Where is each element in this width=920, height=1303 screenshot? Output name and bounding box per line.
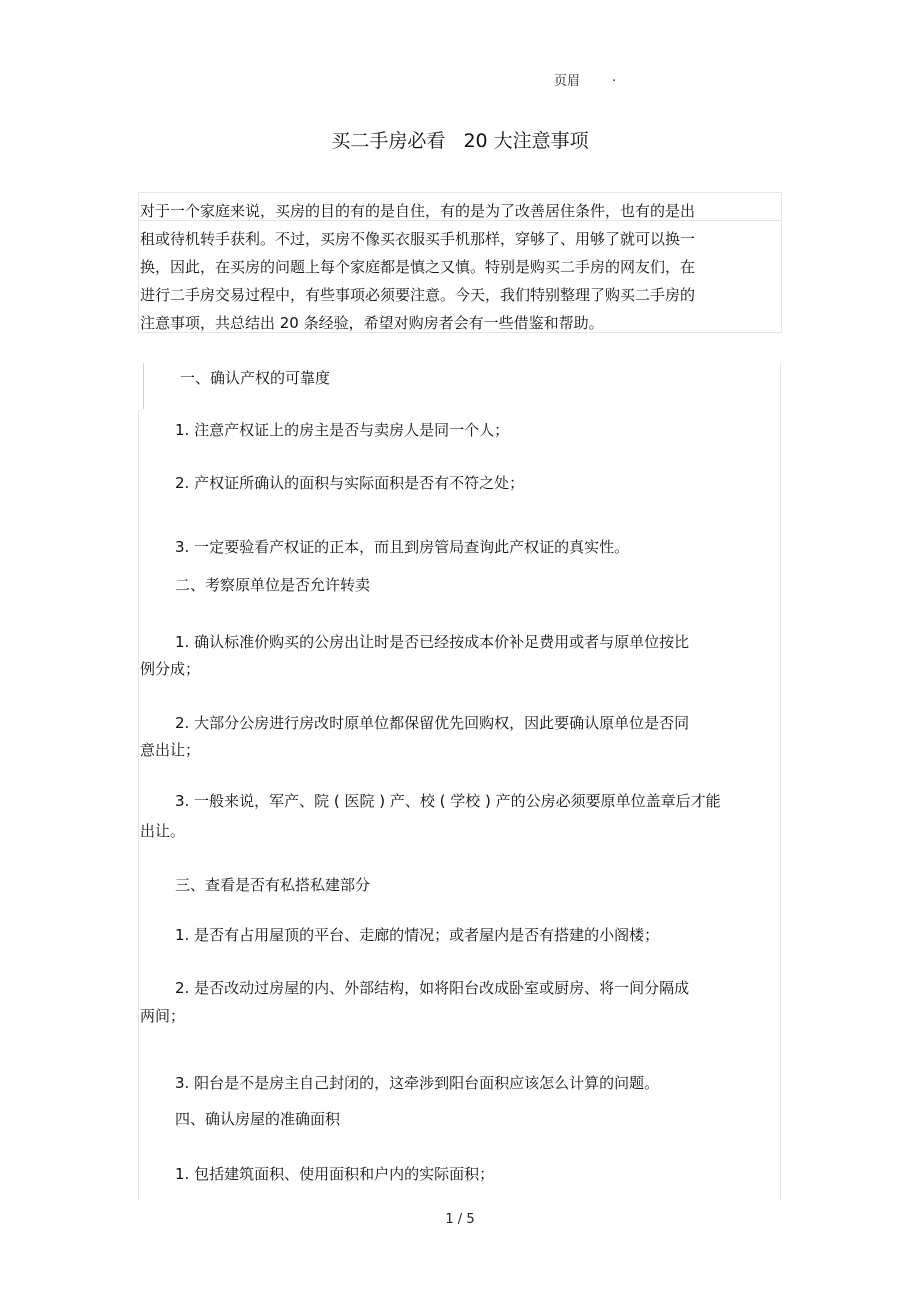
list-item: 1. 注意产权证上的房主是否与卖房人是同一个人；	[175, 421, 510, 439]
list-item: 3. 阳台是不是房主自己封闭的，这牵涉到阳台面积应该怎么计算的问题。	[175, 1074, 660, 1092]
list-item: 1. 确认标准价购买的公房出让时是否已经按成本价补足费用或者与原单位按比	[175, 633, 690, 651]
list-item: 1. 包括建筑面积、使用面积和户内的实际面积；	[175, 1165, 495, 1183]
list-item: 1. 是否有占用屋顶的平台、走廊的情况；或者屋内是否有搭建的小阁楼；	[175, 926, 660, 944]
intro-line: 对于一个家庭来说，买房的目的有的是自住，有的是为了改善居住条件，也有的是出	[140, 202, 696, 220]
list-item: 3. 一定要验看产权证的正本，而且到房管局查询此产权证的真实性。	[175, 538, 630, 556]
list-item: 3. 一般来说，军产、院 ( 医院 ) 产、校 ( 学校 ) 产的公房必须要原单位盖章后才能	[175, 792, 721, 810]
page-header-label: 页眉	[554, 74, 581, 89]
intro-line: 换，因此，在买房的问题上每个家庭都是慎之又慎。特别是购买二手房的网友们，在	[140, 258, 696, 276]
list-item: 2. 大部分公房进行房改时原单位都保留优先回购权，因此要确认原单位是否同	[175, 714, 690, 732]
section-heading: 三、查看是否有私搭私建部分	[175, 876, 371, 894]
document-title: 买二手房必看 20 大注意事项	[331, 130, 589, 152]
list-item: 2. 产权证所确认的面积与实际面积是否有不符之处；	[175, 474, 525, 492]
list-item-continuation: 两间；	[140, 1007, 186, 1025]
intro-line: 租或待机转手获利。不过，买房不像买衣服买手机那样，穿够了、用够了就可以换一	[140, 230, 696, 248]
list-item-continuation: 例分成；	[140, 660, 201, 678]
section-heading: 一、确认产权的可靠度	[180, 369, 331, 387]
list-item-continuation: 意出让；	[140, 741, 201, 759]
intro-line: 注意事项，共总结出 20 条经验，希望对购房者会有一些借鉴和帮助。	[140, 314, 604, 332]
list-item: 2. 是否改动过房屋的内、外部结构，如将阳台改成卧室或厨房、将一间分隔成	[175, 979, 690, 997]
section-heading: 四、确认房屋的准确面积	[175, 1110, 341, 1128]
page-number: 1 / 5	[445, 1212, 475, 1227]
list-item-continuation: 出让。	[140, 822, 186, 840]
intro-line: 进行二手房交易过程中，有些事项必须要注意。今天，我们特别整理了购买二手房的	[140, 286, 696, 304]
page-header-dot: .	[612, 70, 617, 85]
section-heading: 二、考察原单位是否允许转卖	[175, 576, 371, 594]
